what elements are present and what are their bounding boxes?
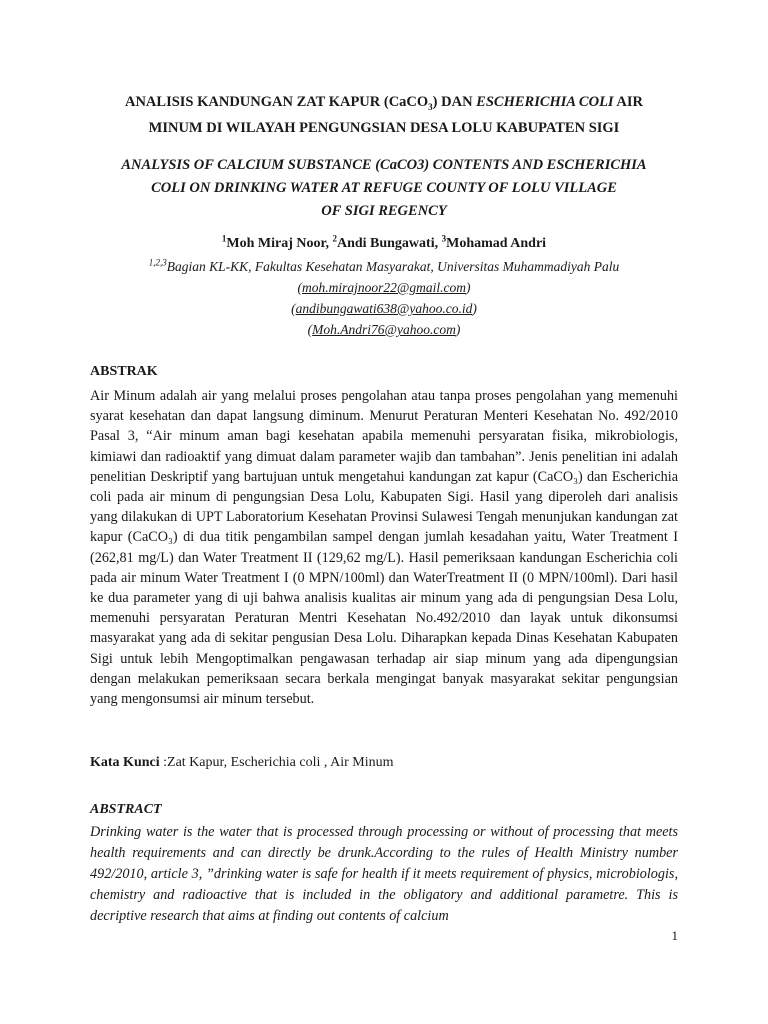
title-english-line2: COLI ON DRINKING WATER AT REFUGE COUNTY OF LOLU VILLAGE	[151, 180, 617, 196]
email-line-3: (Moh.Andri76@yahoo.com)	[307, 322, 461, 337]
abstract-body: Drinking water is the water that is processed through processing or without of processing that meets health requirements and can directly be drunk.According to the rules of Health Ministry number 492/2010, article 3, ”drinking water is safe for health if it meets requirement of physics, microbiologis, chemistry and radioactive that is included in the obligatory and additional parametre. This is decriptive research that aims at finding out contents of calcium	[90, 824, 678, 924]
abstrak-body: Air Minum adalah air yang melalui proses pengolahan atau tanpa proses pengolahan yang memenuhi syarat kesehatan dan dapat langsung diminum. Menurut Peraturan Menteri Kesehatan No. 492/2010 Pasal 3, “Air minum aman bagi kesehatan apabila memenuhi persyaratan fisika, mikrobiologis, kimiawi dan radioaktif yang dimuat dalam parameter wajib dan tambahan”. Jenis penelitian ini adalah penelitian Deskriptif yang bartujuan untuk mengetahui kandungan zat kapur (CaCO₃) dan Escherichia coli pada air minum di pengungsian Desa Lolu, Kabupaten Sigi. Hasil yang diperoleh dari analisis yang dilakukan di UPT Laboratorium Kesehatan Provinsi Sulawesi Tengah menunjukan kandungan zat kapur (CaCO₃) di dua titik pengambilan sampel dengan jumlah kesadahan yaitu, Water Treatment I (262,81 mg/L) dan Water Treatment II (129,62 mg/L). Hasil pemeriksaan kandungan Escherichia coli pada air minum Water Treatment I (0 MPN/100ml) dan WaterTreatment II (0 MPN/100ml). Dari hasil ke dua parameter yang di uji bahwa analisis kualitas air minum yang ada di pengungsian Desa Lolu, memenuhi persyaratan Peraturan Mentri Kesehatan No.492/2010 dan layak untuk dikonsumsi masyarakat yang ada di sekitar pengusian Desa Lolu. Diharapkan kepada Dinas Kesehatan Kabupaten Sigi untuk lebih Mengoptimalkan pengawasan terhadap air siap minum yang ada dipengungsian dengan melakukan pemeriksaan secara berkala mengingat banyak masyarakat sekitar pengungsian yang mengonsumsi air minum tersebut.	[90, 388, 678, 708]
author-2-sup: 2	[332, 233, 337, 244]
keywords-line	[90, 755, 678, 771]
keywords-label: Kata Kunci	[90, 755, 164, 770]
author-3-name: Mohamad Andri	[446, 236, 547, 251]
email-link-2[interactable]: andibungawati638@yahoo.co.id	[295, 301, 473, 316]
author-1-name: Moh Miraj Noor,	[226, 236, 333, 251]
affiliation-line: $^{1,2,3}$Bagian KL-KK, Fakultas Kesehatan Masyarakat, Universitas Muhammadiyah Palu	[148, 257, 620, 274]
abstrak-heading: ABSTRAK	[90, 364, 158, 379]
page-number: 1	[671, 928, 678, 943]
keywords-text: :Zat Kapur, Escherichia coli , Air Minum	[163, 755, 394, 770]
email-line-1: (moh.mirajnoor22@gmail.com)	[297, 280, 471, 295]
title-english	[90, 154, 678, 223]
email-line-2: (andibungawati638@yahoo.co.id)	[291, 301, 477, 316]
title-indonesian	[90, 92, 678, 139]
title-indonesian-line2: MINUM DI WILAYAH PENGUNGSIAN DESA LOLU KABUPATEN SIGI	[148, 119, 620, 136]
title-indonesian-line1: ANALISIS KANDUNGAN ZAT KAPUR (CaCO$_3$) DAN ESCHERICHIA COLI AIR	[124, 94, 643, 112]
affiliation-block	[90, 256, 678, 340]
author-list	[90, 234, 678, 254]
author-2-name: Andi Bungawati,	[336, 236, 442, 251]
abstract-heading: ABSTRACT	[90, 802, 162, 817]
title-english-line3: OF SIGI REGENCY	[321, 203, 447, 219]
email-link-1[interactable]: moh.mirajnoor22@gmail.com	[302, 280, 466, 295]
author-1-sup: 1	[221, 233, 227, 244]
author-3-sup: 3	[441, 233, 447, 244]
email-link-3[interactable]: Moh.Andri76@yahoo.com	[312, 322, 456, 337]
title-english-line1: ANALYSIS OF CALCIUM SUBSTANCE (CaCO3) CONTENTS AND ESCHERICHIA	[121, 157, 647, 173]
